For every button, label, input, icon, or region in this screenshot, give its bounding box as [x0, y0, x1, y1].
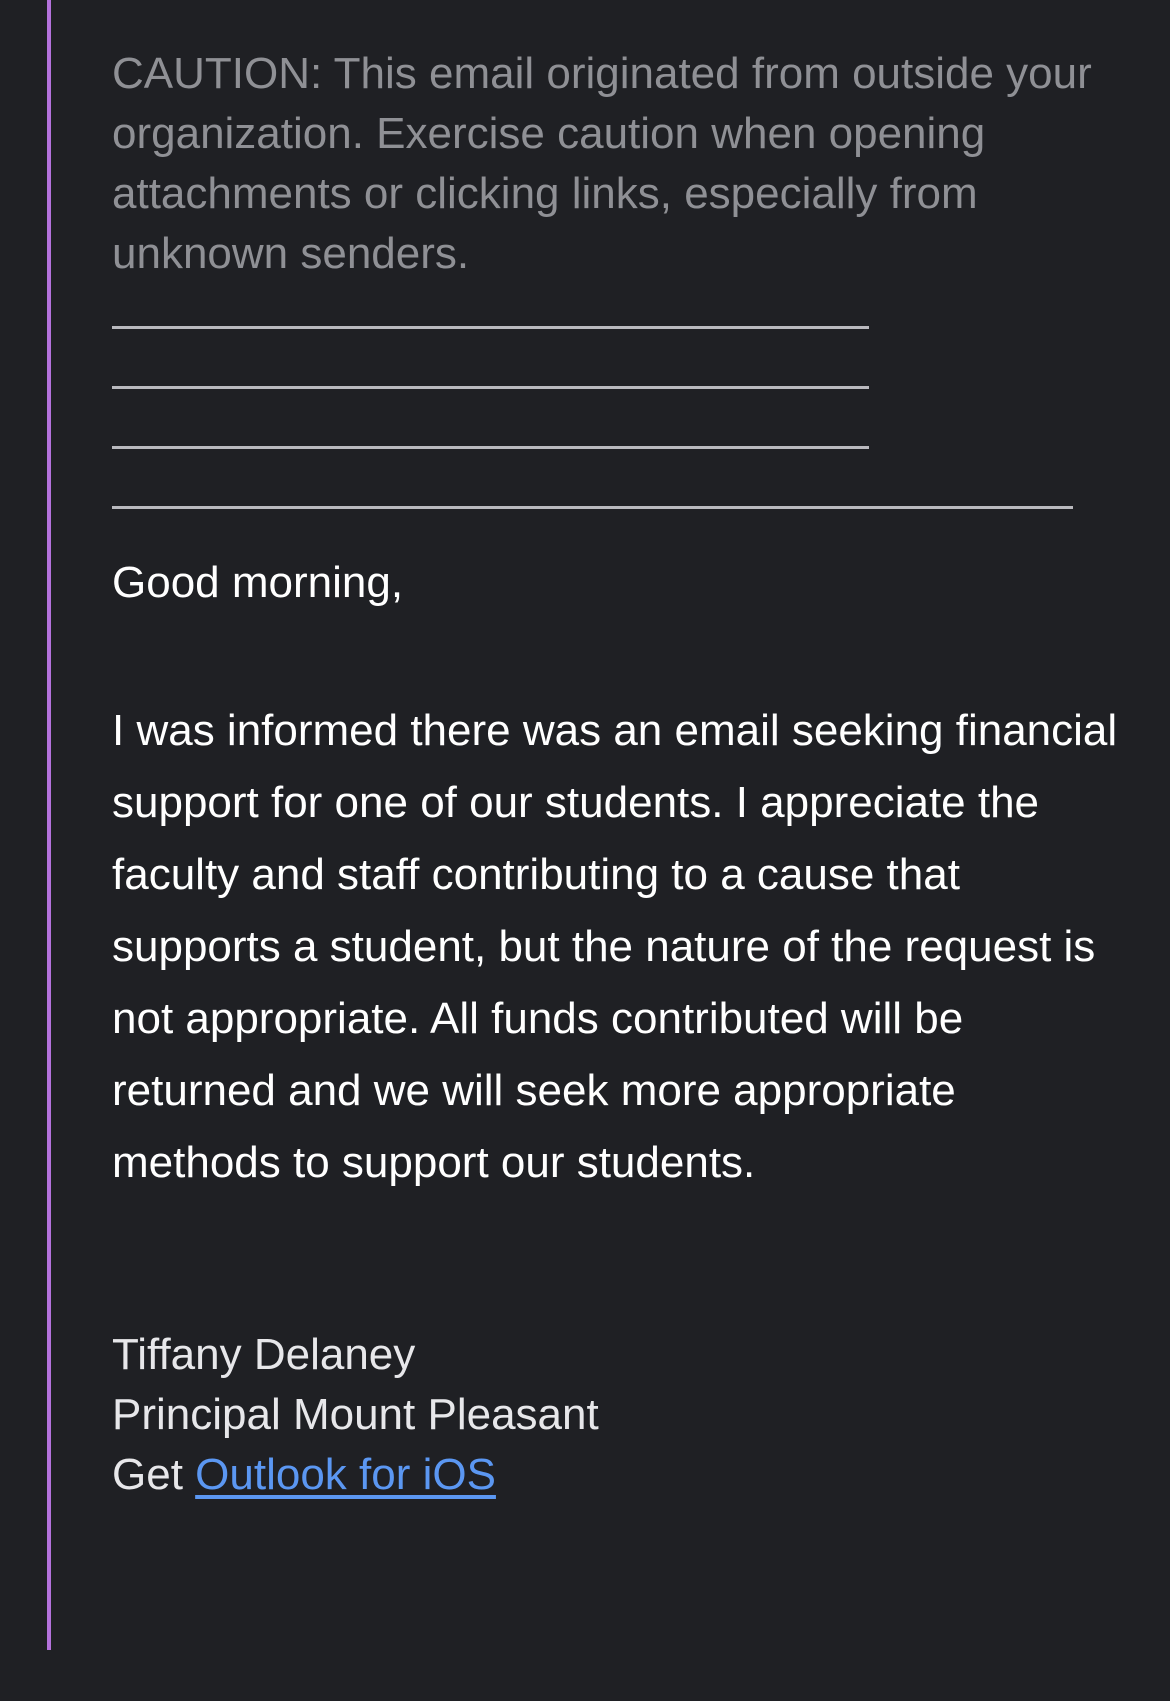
separator-line — [112, 326, 869, 329]
outlook-for-ios-link[interactable]: Outlook for iOS — [195, 1450, 496, 1499]
separator-line — [112, 446, 869, 449]
signature-title: Principal Mount Pleasant — [112, 1390, 599, 1439]
get-prefix: Get — [112, 1450, 196, 1499]
greeting: Good morning, — [112, 558, 404, 607]
quote-bar — [47, 0, 51, 1650]
separator-line — [112, 506, 1073, 509]
caution-banner: CAUTION: This email originated from outside your organization. Exercise caution when opening attachments or clicking links, especially from unknown senders. — [112, 49, 1092, 278]
email-body — [112, 44, 1122, 1505]
signature-outlook-line — [112, 1445, 1122, 1505]
signature — [112, 1325, 1122, 1505]
signature-name: Tiffany Delaney — [112, 1330, 416, 1379]
message-body: I was informed there was an email seeking financial support for one of our students. I appreciate the faculty and staff contributing to a cause that supports a student, but the nature of the request is not appropriate. All funds contributed will be returned and we will seek more appropriate methods to support our students. — [112, 706, 1118, 1187]
separator-line — [112, 386, 869, 389]
